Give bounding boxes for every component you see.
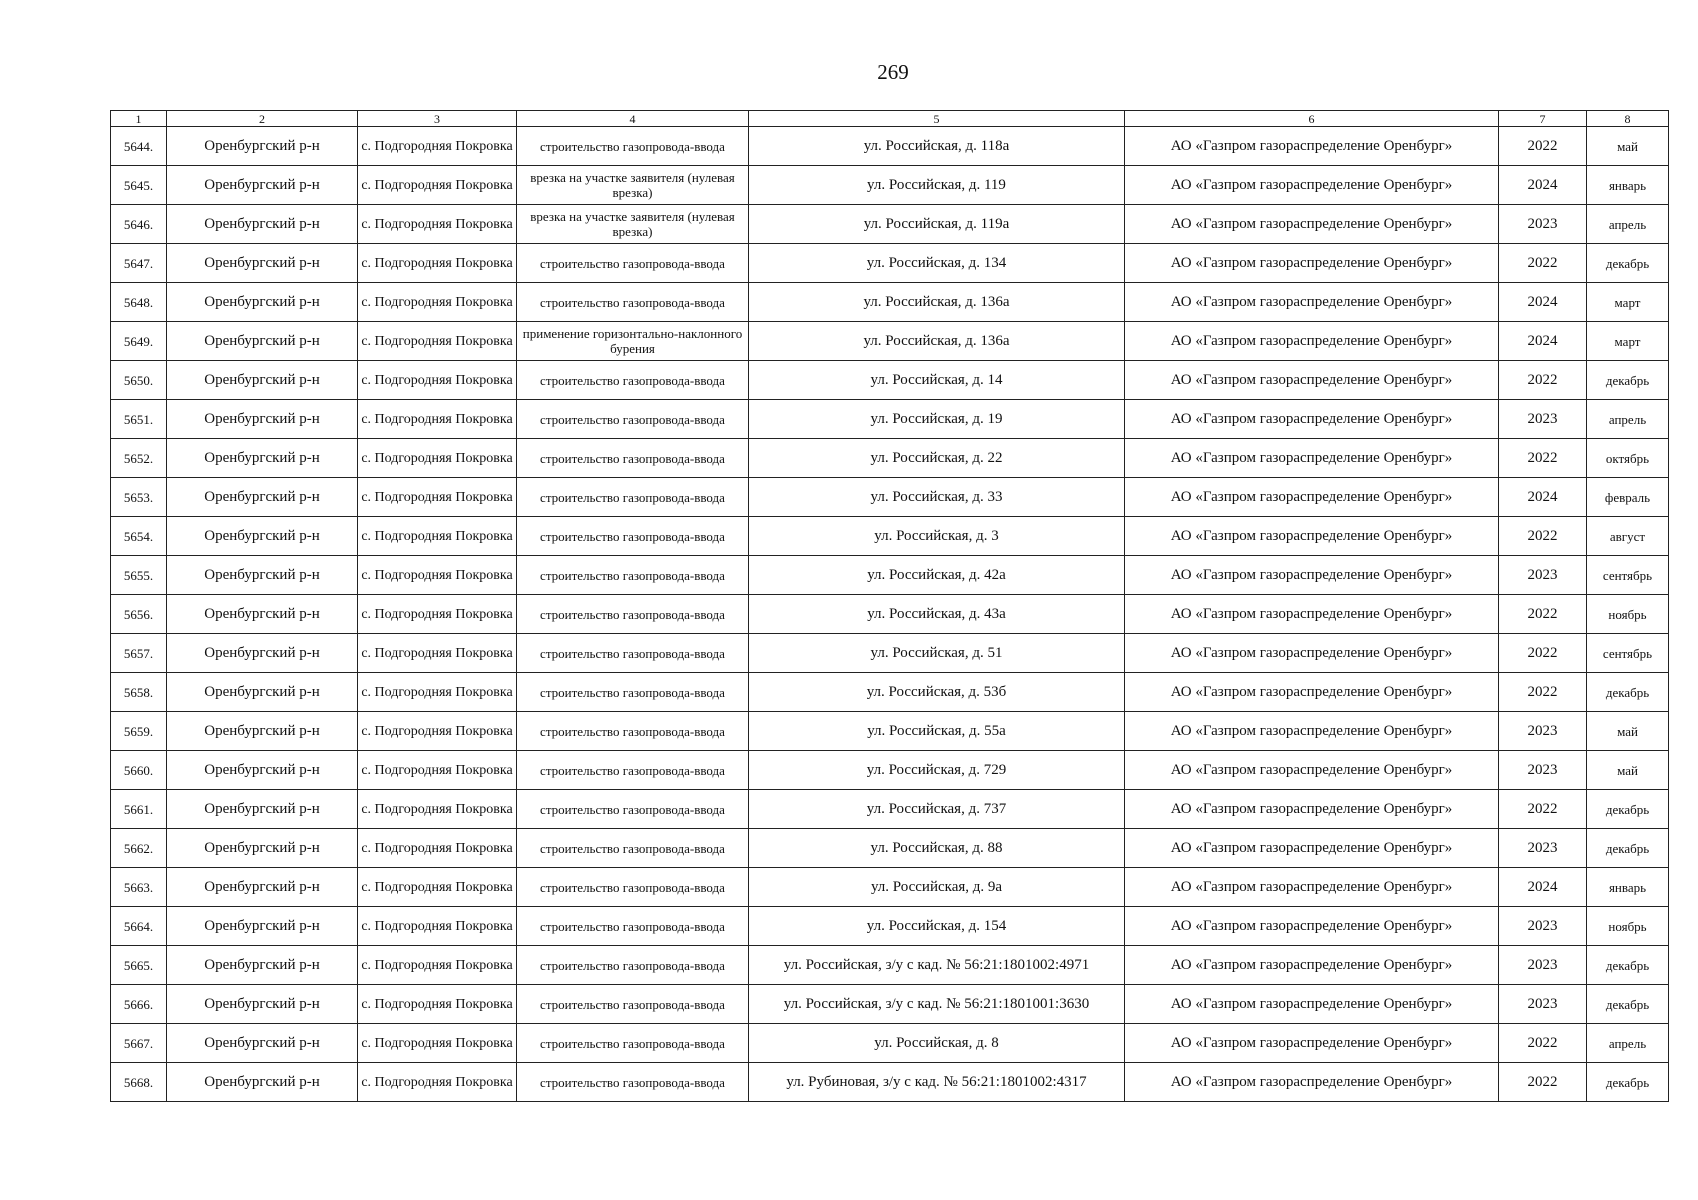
table-row [111,322,1669,361]
locality-cell: с. Подгородняя Покровка [358,517,517,556]
row-number-cell: 5660. [111,751,167,790]
row-number-cell: 5665. [111,946,167,985]
row-number-cell: 5659. [111,712,167,751]
row-number-cell: 5662. [111,829,167,868]
year-cell: 2024 [1499,283,1587,322]
month-cell: декабрь [1587,985,1669,1024]
work-type-cell: строительство газопровода-ввода [517,790,749,829]
district-cell: Оренбургский р-н [167,712,358,751]
year-cell: 2024 [1499,166,1587,205]
locality-cell: с. Подгородняя Покровка [358,244,517,283]
locality-cell: с. Подгородняя Покровка [358,985,517,1024]
row-number-cell: 5652. [111,439,167,478]
address-cell: ул. Российская, д. 33 [749,478,1125,517]
table-row [111,400,1669,439]
year-cell: 2024 [1499,322,1587,361]
table-row [111,283,1669,322]
table-row [111,439,1669,478]
month-cell: декабрь [1587,829,1669,868]
address-cell: ул. Российская, д. 88 [749,829,1125,868]
month-cell: январь [1587,166,1669,205]
work-type-cell: строительство газопровода-ввода [517,1063,749,1102]
year-cell: 2022 [1499,1063,1587,1102]
work-type-cell: строительство газопровода-ввода [517,868,749,907]
column-header: 7 [1499,111,1587,127]
header-row [111,111,1669,127]
year-cell: 2023 [1499,751,1587,790]
table-row [111,244,1669,283]
row-number-cell: 5644. [111,127,167,166]
address-cell: ул. Российская, д. 154 [749,907,1125,946]
organization-cell: АО «Газпром газораспределение Оренбург» [1125,439,1499,478]
district-cell: Оренбургский р-н [167,790,358,829]
district-cell: Оренбургский р-н [167,556,358,595]
month-cell: октябрь [1587,439,1669,478]
locality-cell: с. Подгородняя Покровка [358,439,517,478]
address-cell: ул. Российская, з/у с кад. № 56:21:1801002:4971 [749,946,1125,985]
organization-cell: АО «Газпром газораспределение Оренбург» [1125,361,1499,400]
address-cell: ул. Российская, д. 136а [749,283,1125,322]
address-cell: ул. Российская, д. 19 [749,400,1125,439]
locality-cell: с. Подгородняя Покровка [358,478,517,517]
column-header: 2 [167,111,358,127]
row-number-cell: 5667. [111,1024,167,1063]
table-row [111,361,1669,400]
organization-cell: АО «Газпром газораспределение Оренбург» [1125,478,1499,517]
year-cell: 2022 [1499,595,1587,634]
district-cell: Оренбургский р-н [167,907,358,946]
page-number: 269 [877,60,909,84]
locality-cell: с. Подгородняя Покровка [358,907,517,946]
month-cell: май [1587,751,1669,790]
column-header: 4 [517,111,749,127]
locality-cell: с. Подгородняя Покровка [358,673,517,712]
table-row [111,946,1669,985]
organization-cell: АО «Газпром газораспределение Оренбург» [1125,127,1499,166]
address-cell: ул. Российская, д. 119а [749,205,1125,244]
row-number-cell: 5655. [111,556,167,595]
column-header: 6 [1125,111,1499,127]
month-cell: ноябрь [1587,907,1669,946]
table-row [111,634,1669,673]
district-cell: Оренбургский р-н [167,283,358,322]
year-cell: 2023 [1499,946,1587,985]
year-cell: 2023 [1499,400,1587,439]
district-cell: Оренбургский р-н [167,751,358,790]
locality-cell: с. Подгородняя Покровка [358,712,517,751]
work-type-cell: строительство газопровода-ввода [517,556,749,595]
organization-cell: АО «Газпром газораспределение Оренбург» [1125,322,1499,361]
address-cell: ул. Российская, д. 22 [749,439,1125,478]
locality-cell: с. Подгородняя Покровка [358,166,517,205]
row-number-cell: 5653. [111,478,167,517]
table-row [111,517,1669,556]
district-cell: Оренбургский р-н [167,946,358,985]
year-cell: 2023 [1499,205,1587,244]
year-cell: 2022 [1499,244,1587,283]
district-cell: Оренбургский р-н [167,1024,358,1063]
year-cell: 2022 [1499,790,1587,829]
year-cell: 2022 [1499,1024,1587,1063]
locality-cell: с. Подгородняя Покровка [358,790,517,829]
year-cell: 2023 [1499,907,1587,946]
year-cell: 2022 [1499,517,1587,556]
work-type-cell: строительство газопровода-ввода [517,439,749,478]
district-cell: Оренбургский р-н [167,673,358,712]
organization-cell: АО «Газпром газораспределение Оренбург» [1125,751,1499,790]
month-cell: апрель [1587,1024,1669,1063]
address-cell: ул. Российская, д. 737 [749,790,1125,829]
organization-cell: АО «Газпром газораспределение Оренбург» [1125,283,1499,322]
row-number-cell: 5661. [111,790,167,829]
month-cell: март [1587,283,1669,322]
row-number-cell: 5664. [111,907,167,946]
year-cell: 2024 [1499,868,1587,907]
district-cell: Оренбургский р-н [167,829,358,868]
year-cell: 2023 [1499,556,1587,595]
organization-cell: АО «Газпром газораспределение Оренбург» [1125,985,1499,1024]
locality-cell: с. Подгородняя Покровка [358,361,517,400]
month-cell: май [1587,127,1669,166]
column-header: 1 [111,111,167,127]
work-type-cell: строительство газопровода-ввода [517,634,749,673]
address-cell: ул. Российская, д. 53б [749,673,1125,712]
work-type-cell: строительство газопровода-ввода [517,673,749,712]
table-row [111,595,1669,634]
month-cell: декабрь [1587,673,1669,712]
district-cell: Оренбургский р-н [167,478,358,517]
year-cell: 2022 [1499,127,1587,166]
column-header: 3 [358,111,517,127]
locality-cell: с. Подгородняя Покровка [358,868,517,907]
locality-cell: с. Подгородняя Покровка [358,322,517,361]
district-cell: Оренбургский р-н [167,127,358,166]
year-cell: 2022 [1499,673,1587,712]
locality-cell: с. Подгородняя Покровка [358,751,517,790]
locality-cell: с. Подгородняя Покровка [358,556,517,595]
organization-cell: АО «Газпром газораспределение Оренбург» [1125,517,1499,556]
table-row [111,868,1669,907]
district-cell: Оренбургский р-н [167,1063,358,1102]
work-type-cell: строительство газопровода-ввода [517,517,749,556]
table-row [111,1063,1669,1102]
table-row [111,985,1669,1024]
organization-cell: АО «Газпром газораспределение Оренбург» [1125,673,1499,712]
address-cell: ул. Российская, д. 136а [749,322,1125,361]
row-number-cell: 5650. [111,361,167,400]
address-cell: ул. Российская, д. 118а [749,127,1125,166]
locality-cell: с. Подгородняя Покровка [358,127,517,166]
address-cell: ул. Российская, д. 43а [749,595,1125,634]
address-cell: ул. Российская, д. 8 [749,1024,1125,1063]
table-row [111,712,1669,751]
year-cell: 2022 [1499,439,1587,478]
organization-cell: АО «Газпром газораспределение Оренбург» [1125,244,1499,283]
organization-cell: АО «Газпром газораспределение Оренбург» [1125,712,1499,751]
table-row [111,478,1669,517]
table-row [111,556,1669,595]
organization-cell: АО «Газпром газораспределение Оренбург» [1125,1024,1499,1063]
district-cell: Оренбургский р-н [167,595,358,634]
address-cell: ул. Российская, д. 119 [749,166,1125,205]
district-cell: Оренбургский р-н [167,166,358,205]
row-number-cell: 5654. [111,517,167,556]
organization-cell: АО «Газпром газораспределение Оренбург» [1125,205,1499,244]
table-row [111,127,1669,166]
row-number-cell: 5663. [111,868,167,907]
row-number-cell: 5646. [111,205,167,244]
organization-cell: АО «Газпром газораспределение Оренбург» [1125,1063,1499,1102]
organization-cell: АО «Газпром газораспределение Оренбург» [1125,946,1499,985]
month-cell: апрель [1587,400,1669,439]
table-row [111,166,1669,205]
work-type-cell: строительство газопровода-ввода [517,712,749,751]
month-cell: декабрь [1587,1063,1669,1102]
work-type-cell: строительство газопровода-ввода [517,127,749,166]
work-type-cell: строительство газопровода-ввода [517,829,749,868]
year-cell: 2023 [1499,712,1587,751]
month-cell: сентябрь [1587,556,1669,595]
address-cell: ул. Российская, д. 134 [749,244,1125,283]
organization-cell: АО «Газпром газораспределение Оренбург» [1125,790,1499,829]
district-cell: Оренбургский р-н [167,868,358,907]
year-cell: 2023 [1499,985,1587,1024]
district-cell: Оренбургский р-н [167,439,358,478]
row-number-cell: 5649. [111,322,167,361]
table-row [111,829,1669,868]
gasification-table [110,110,1669,1102]
district-cell: Оренбургский р-н [167,985,358,1024]
organization-cell: АО «Газпром газораспределение Оренбург» [1125,634,1499,673]
locality-cell: с. Подгородняя Покровка [358,1024,517,1063]
work-type-cell: врезка на участке заявителя (нулевая врезка) [517,166,749,205]
year-cell: 2023 [1499,829,1587,868]
address-cell: ул. Российская, д. 3 [749,517,1125,556]
row-number-cell: 5658. [111,673,167,712]
locality-cell: с. Подгородняя Покровка [358,205,517,244]
row-number-cell: 5666. [111,985,167,1024]
address-cell: ул. Российская, з/у с кад. № 56:21:1801001:3630 [749,985,1125,1024]
month-cell: март [1587,322,1669,361]
work-type-cell: строительство газопровода-ввода [517,361,749,400]
work-type-cell: строительство газопровода-ввода [517,400,749,439]
month-cell: декабрь [1587,244,1669,283]
year-cell: 2024 [1499,478,1587,517]
work-type-cell: строительство газопровода-ввода [517,946,749,985]
month-cell: декабрь [1587,790,1669,829]
locality-cell: с. Подгородняя Покровка [358,400,517,439]
address-cell: ул. Рубиновая, з/у с кад. № 56:21:1801002:4317 [749,1063,1125,1102]
table-row [111,1024,1669,1063]
locality-cell: с. Подгородняя Покровка [358,1063,517,1102]
locality-cell: с. Подгородняя Покровка [358,946,517,985]
work-type-cell: строительство газопровода-ввода [517,751,749,790]
organization-cell: АО «Газпром газораспределение Оренбург» [1125,556,1499,595]
row-number-cell: 5645. [111,166,167,205]
work-type-cell: строительство газопровода-ввода [517,478,749,517]
year-cell: 2022 [1499,361,1587,400]
month-cell: апрель [1587,205,1669,244]
table-row [111,673,1669,712]
row-number-cell: 5668. [111,1063,167,1102]
column-header: 8 [1587,111,1669,127]
locality-cell: с. Подгородняя Покровка [358,595,517,634]
address-cell: ул. Российская, д. 51 [749,634,1125,673]
work-type-cell: строительство газопровода-ввода [517,244,749,283]
district-cell: Оренбургский р-н [167,361,358,400]
organization-cell: АО «Газпром газораспределение Оренбург» [1125,868,1499,907]
organization-cell: АО «Газпром газораспределение Оренбург» [1125,907,1499,946]
month-cell: декабрь [1587,946,1669,985]
work-type-cell: строительство газопровода-ввода [517,907,749,946]
address-cell: ул. Российская, д. 42а [749,556,1125,595]
month-cell: февраль [1587,478,1669,517]
address-cell: ул. Российская, д. 55а [749,712,1125,751]
row-number-cell: 5656. [111,595,167,634]
work-type-cell: применение горизонтально-наклонного бурения [517,322,749,361]
row-number-cell: 5648. [111,283,167,322]
month-cell: январь [1587,868,1669,907]
table-row [111,790,1669,829]
work-type-cell: врезка на участке заявителя (нулевая врезка) [517,205,749,244]
work-type-cell: строительство газопровода-ввода [517,1024,749,1063]
district-cell: Оренбургский р-н [167,322,358,361]
row-number-cell: 5647. [111,244,167,283]
organization-cell: АО «Газпром газораспределение Оренбург» [1125,400,1499,439]
locality-cell: с. Подгородняя Покровка [358,829,517,868]
locality-cell: с. Подгородняя Покровка [358,283,517,322]
table-row [111,205,1669,244]
month-cell: май [1587,712,1669,751]
work-type-cell: строительство газопровода-ввода [517,283,749,322]
address-cell: ул. Российская, д. 9а [749,868,1125,907]
organization-cell: АО «Газпром газораспределение Оренбург» [1125,595,1499,634]
address-cell: ул. Российская, д. 14 [749,361,1125,400]
table-body [111,127,1669,1102]
locality-cell: с. Подгородняя Покровка [358,634,517,673]
year-cell: 2022 [1499,634,1587,673]
address-cell: ул. Российская, д. 729 [749,751,1125,790]
month-cell: декабрь [1587,361,1669,400]
district-cell: Оренбургский р-н [167,205,358,244]
table-row [111,907,1669,946]
organization-cell: АО «Газпром газораспределение Оренбург» [1125,829,1499,868]
row-number-cell: 5657. [111,634,167,673]
district-cell: Оренбургский р-н [167,517,358,556]
work-type-cell: строительство газопровода-ввода [517,595,749,634]
district-cell: Оренбургский р-н [167,400,358,439]
month-cell: август [1587,517,1669,556]
organization-cell: АО «Газпром газораспределение Оренбург» [1125,166,1499,205]
table-row [111,751,1669,790]
work-type-cell: строительство газопровода-ввода [517,985,749,1024]
month-cell: сентябрь [1587,634,1669,673]
row-number-cell: 5651. [111,400,167,439]
column-header: 5 [749,111,1125,127]
district-cell: Оренбургский р-н [167,634,358,673]
district-cell: Оренбургский р-н [167,244,358,283]
month-cell: ноябрь [1587,595,1669,634]
